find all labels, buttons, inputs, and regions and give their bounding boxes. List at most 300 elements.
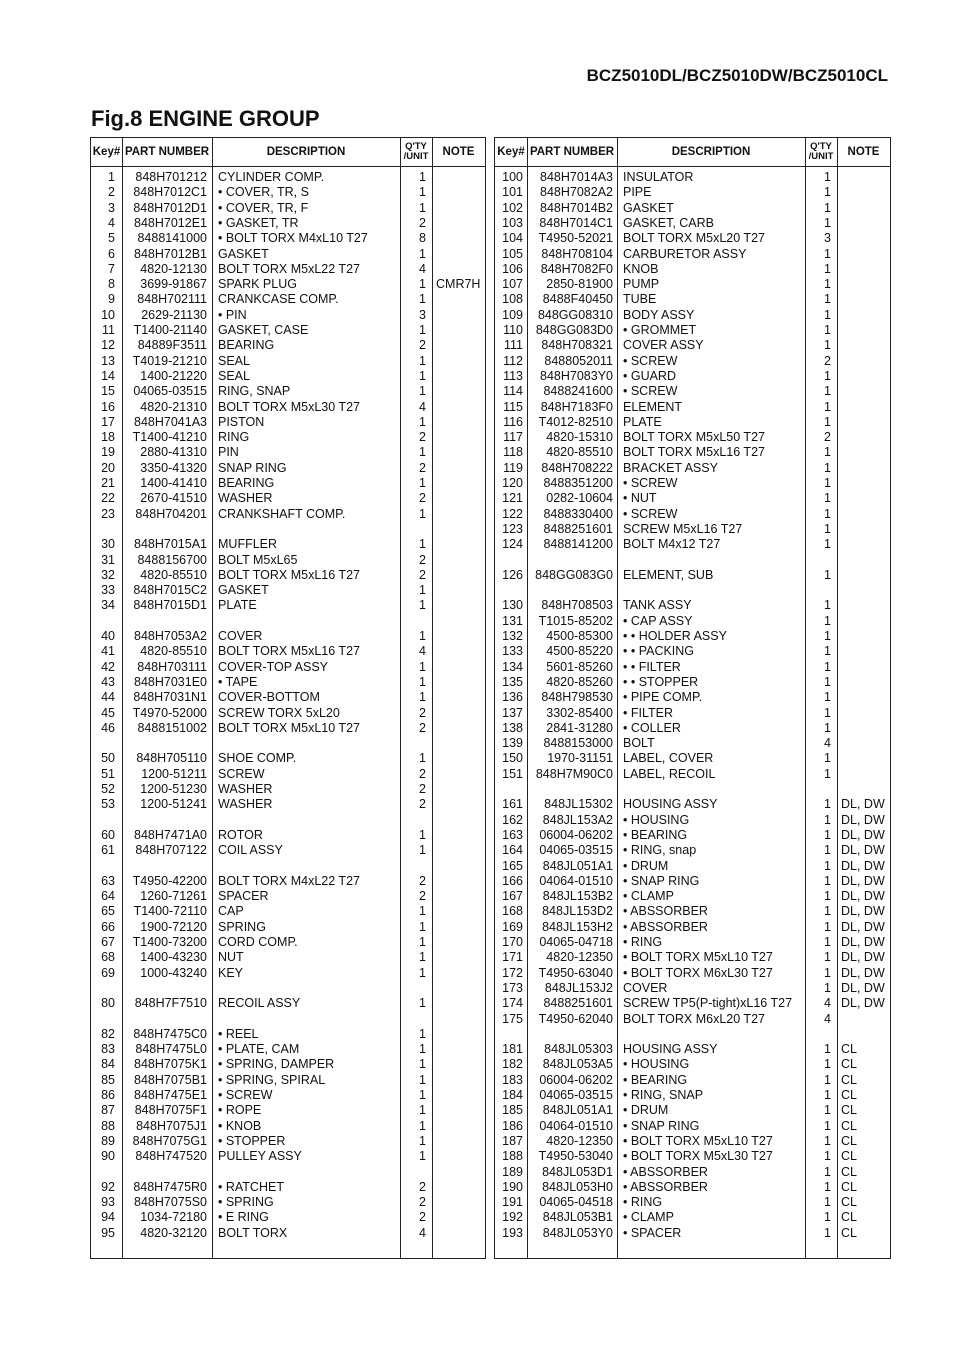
table-row bbox=[91, 507, 485, 522]
table-row bbox=[495, 767, 890, 782]
part-number: T4950-42200 bbox=[132, 873, 207, 888]
part-note: DL, DW bbox=[841, 812, 885, 827]
part-number: 4500-85220 bbox=[546, 644, 613, 659]
part-key: 118 bbox=[503, 445, 523, 460]
part-key: 45 bbox=[101, 705, 115, 720]
part-description: BOLT TORX M5xL16 T27 bbox=[623, 445, 765, 460]
part-number: 4820-85510 bbox=[546, 445, 613, 460]
part-quantity: 1 bbox=[419, 277, 426, 292]
part-number: 04065-03515 bbox=[133, 384, 207, 399]
part-key: 182 bbox=[502, 1057, 523, 1072]
table-row bbox=[495, 277, 890, 292]
part-number: 848H7015D1 bbox=[133, 598, 207, 613]
part-description: • BEARING bbox=[623, 1072, 688, 1087]
part-number: 848JL053H0 bbox=[542, 1179, 613, 1194]
part-number: T1400-73200 bbox=[132, 935, 207, 949]
part-quantity: 1 bbox=[419, 690, 426, 705]
part-key: 166 bbox=[502, 873, 523, 888]
part-key: 191 bbox=[502, 1195, 523, 1210]
part-description: SCREW M5xL16 T27 bbox=[623, 521, 743, 536]
part-quantity: 2 bbox=[419, 552, 426, 567]
part-description: CORD COMP. bbox=[218, 935, 298, 949]
part-description: PUMP bbox=[623, 277, 660, 292]
part-number: 8488052011 bbox=[544, 353, 613, 368]
part-note: CL bbox=[841, 1042, 857, 1057]
part-key: 94 bbox=[101, 1210, 115, 1225]
part-quantity: 1 bbox=[419, 292, 426, 307]
part-description: • SPACER bbox=[623, 1225, 682, 1240]
part-number: 848JL153B2 bbox=[542, 889, 613, 904]
part-number: 848JL15302 bbox=[544, 797, 613, 812]
part-description: SHOE COMP. bbox=[218, 751, 297, 766]
table-row bbox=[91, 598, 485, 613]
part-description: • GROMMET bbox=[623, 323, 697, 337]
part-number: 848H7041A3 bbox=[134, 414, 207, 429]
part-number: 4820-85510 bbox=[140, 644, 207, 659]
part-number: 848H7031N1 bbox=[133, 690, 207, 705]
table-row bbox=[495, 736, 890, 751]
part-note: DL, DW bbox=[841, 980, 885, 995]
part-number: 8488141200 bbox=[543, 537, 613, 552]
part-description: SCREW TP5(P-tight)xL16 T27 bbox=[623, 996, 793, 1011]
part-key: 190 bbox=[502, 1179, 523, 1194]
table-row bbox=[91, 1210, 485, 1225]
table-row bbox=[495, 981, 890, 996]
part-quantity: 1 bbox=[419, 827, 426, 842]
table-row bbox=[495, 201, 890, 216]
table-row bbox=[495, 966, 890, 981]
part-note: CL bbox=[841, 1057, 857, 1072]
part-description: BOLT TORX M5xL16 T27 bbox=[218, 644, 360, 659]
part-description: TUBE bbox=[623, 292, 657, 307]
table-row bbox=[495, 461, 890, 476]
part-quantity: 2 bbox=[419, 460, 426, 475]
part-description: • RING bbox=[623, 1195, 663, 1210]
table-row bbox=[495, 170, 890, 185]
table-row bbox=[91, 323, 485, 338]
table-row bbox=[91, 706, 485, 721]
part-number: 848H7012D1 bbox=[133, 200, 207, 215]
part-key: 181 bbox=[502, 1042, 523, 1057]
part-description: • PIPE COMP. bbox=[623, 690, 703, 705]
part-key: 101 bbox=[502, 185, 523, 200]
table-row bbox=[91, 430, 485, 445]
part-key: 138 bbox=[502, 720, 523, 735]
part-key: 86 bbox=[101, 1088, 115, 1102]
part-number: 04064-01510 bbox=[539, 1118, 613, 1133]
part-key: 34 bbox=[101, 598, 115, 613]
part-note: CL bbox=[841, 1164, 857, 1179]
part-key: 30 bbox=[101, 537, 115, 552]
part-quantity: 1 bbox=[419, 476, 426, 490]
part-key: 161 bbox=[502, 797, 523, 812]
part-quantity: 2 bbox=[419, 338, 426, 353]
part-quantity: 1 bbox=[824, 537, 831, 552]
part-number: 4820-12350 bbox=[546, 1133, 613, 1148]
part-description: ELEMENT, SUB bbox=[623, 567, 714, 582]
part-number: 848H708321 bbox=[541, 338, 613, 353]
part-quantity: 4 bbox=[824, 996, 831, 1011]
part-quantity: 1 bbox=[824, 766, 831, 781]
part-note: DL, DW bbox=[841, 858, 885, 873]
table-row bbox=[495, 675, 890, 690]
part-description: COVER bbox=[218, 629, 263, 643]
part-number: T4950-63040 bbox=[538, 965, 613, 980]
table-row bbox=[91, 751, 485, 766]
part-number: 4820-85260 bbox=[546, 674, 613, 689]
part-number: 1034-72180 bbox=[140, 1210, 207, 1225]
table-row bbox=[495, 430, 890, 445]
col-header-note: NOTE bbox=[442, 146, 475, 158]
part-quantity: 4 bbox=[824, 736, 831, 751]
part-key: 89 bbox=[101, 1133, 115, 1148]
part-number: 848H7075S0 bbox=[134, 1195, 207, 1210]
table-row bbox=[91, 690, 485, 705]
part-description: BODY ASSY bbox=[623, 307, 695, 322]
table-row bbox=[91, 583, 485, 598]
part-key: 187 bbox=[502, 1133, 523, 1148]
part-key: 4 bbox=[108, 215, 115, 230]
part-quantity: 1 bbox=[824, 292, 831, 307]
part-note: DL, DW bbox=[841, 904, 885, 919]
part-description: WASHER bbox=[218, 491, 273, 506]
part-description: COVER ASSY bbox=[623, 338, 704, 353]
part-quantity: 1 bbox=[824, 1133, 831, 1148]
part-key: 42 bbox=[101, 659, 115, 674]
part-quantity: 1 bbox=[419, 1026, 426, 1041]
part-note: CL bbox=[841, 1072, 857, 1087]
part-number: 5601-85260 bbox=[546, 659, 613, 674]
col-header-note: NOTE bbox=[847, 146, 880, 158]
part-quantity: 1 bbox=[824, 1225, 831, 1240]
part-key: 12 bbox=[101, 338, 115, 353]
part-key: 131 bbox=[502, 613, 523, 628]
part-description: BOLT TORX M5xL16 T27 bbox=[218, 567, 360, 582]
part-description: • SCREW bbox=[218, 1088, 273, 1102]
part-quantity: 1 bbox=[419, 965, 426, 980]
part-description: • • FILTER bbox=[623, 659, 681, 674]
part-note: CL bbox=[841, 1118, 857, 1133]
table-row bbox=[91, 1027, 485, 1042]
part-quantity: 1 bbox=[419, 935, 426, 949]
table-row bbox=[495, 690, 890, 705]
part-number: 848H7014A3 bbox=[540, 170, 613, 184]
part-key: 124 bbox=[502, 537, 523, 552]
table-row bbox=[91, 889, 485, 904]
parts-table-left bbox=[90, 137, 486, 1259]
part-number: 3350-41320 bbox=[140, 460, 207, 475]
figure-title: Fig.8 ENGINE GROUP bbox=[91, 106, 320, 131]
part-description: • ROPE bbox=[218, 1103, 262, 1118]
part-number: 8488330400 bbox=[543, 506, 613, 521]
part-quantity: 2 bbox=[419, 430, 426, 445]
table-row bbox=[91, 843, 485, 858]
part-key: 169 bbox=[502, 919, 523, 934]
part-key: 6 bbox=[108, 246, 115, 261]
part-number: 2880-41310 bbox=[140, 445, 207, 460]
part-quantity: 1 bbox=[419, 323, 426, 337]
part-number: 848H747520 bbox=[135, 1149, 207, 1164]
part-key: 52 bbox=[101, 782, 115, 796]
part-key: 44 bbox=[101, 690, 115, 705]
part-description: PLATE bbox=[623, 414, 662, 429]
part-key: 8 bbox=[108, 277, 115, 292]
part-quantity: 1 bbox=[419, 1057, 426, 1072]
part-key: 82 bbox=[101, 1026, 115, 1041]
part-quantity: 1 bbox=[419, 185, 426, 200]
part-number: 848H7075J1 bbox=[136, 1118, 207, 1133]
part-quantity: 4 bbox=[419, 261, 426, 276]
part-quantity: 1 bbox=[824, 797, 831, 812]
part-number: 848H708503 bbox=[541, 598, 613, 613]
part-number: 04064-01510 bbox=[539, 873, 613, 888]
part-key: 108 bbox=[502, 292, 523, 307]
part-number: 06004-06202 bbox=[539, 1072, 613, 1087]
table-row bbox=[91, 996, 485, 1011]
col-header-key: Key# bbox=[92, 146, 121, 158]
table-row bbox=[91, 1149, 485, 1164]
part-key: 80 bbox=[101, 996, 115, 1011]
part-description: BOLT TORX M5xL20 T27 bbox=[623, 231, 765, 246]
part-key: 123 bbox=[502, 521, 523, 536]
table-row bbox=[91, 491, 485, 506]
part-key: 150 bbox=[502, 751, 523, 766]
table-row bbox=[495, 400, 890, 415]
part-number: 4820-12350 bbox=[546, 950, 613, 965]
table-row bbox=[91, 537, 485, 552]
part-description: • GUARD bbox=[623, 368, 676, 383]
part-description: HOUSING ASSY bbox=[623, 797, 718, 812]
part-number: T1400-21140 bbox=[133, 323, 207, 337]
table-row bbox=[495, 660, 890, 675]
part-key: 11 bbox=[102, 323, 115, 337]
part-key: 7 bbox=[108, 261, 115, 276]
part-number: 3699-91867 bbox=[140, 277, 207, 292]
part-key: 173 bbox=[502, 980, 523, 995]
part-note: CL bbox=[841, 1103, 857, 1118]
part-quantity: 1 bbox=[824, 261, 831, 276]
part-quantity: 1 bbox=[824, 185, 831, 200]
part-description: CARBURETOR ASSY bbox=[623, 246, 747, 261]
table-row bbox=[495, 338, 890, 353]
part-quantity: 1 bbox=[419, 414, 426, 429]
part-description: • SNAP RING bbox=[623, 1118, 700, 1133]
part-key: 17 bbox=[101, 414, 115, 429]
part-description: • ABSSORBER bbox=[623, 1164, 708, 1179]
part-description: ELEMENT bbox=[623, 399, 683, 414]
table-row bbox=[91, 369, 485, 384]
table-row bbox=[495, 323, 890, 338]
part-description: • BOLT TORX M5xL30 T27 bbox=[623, 1149, 773, 1164]
part-description: KNOB bbox=[623, 261, 659, 276]
table-row bbox=[495, 614, 890, 629]
part-description: • RING, snap bbox=[623, 843, 697, 858]
part-description: BEARING bbox=[218, 476, 275, 490]
part-key: 31 bbox=[101, 552, 115, 567]
part-description: CAP bbox=[218, 904, 244, 919]
part-key: 151 bbox=[502, 766, 523, 781]
part-description: CRANKSHAFT COMP. bbox=[218, 506, 346, 521]
part-key: 188 bbox=[502, 1149, 523, 1164]
table-row bbox=[91, 185, 485, 200]
part-number: 8488241600 bbox=[543, 384, 613, 399]
part-note: CL bbox=[841, 1195, 857, 1210]
part-key: 23 bbox=[101, 506, 115, 521]
part-description: COVER-TOP ASSY bbox=[218, 659, 328, 674]
part-description: • • HOLDER ASSY bbox=[623, 629, 727, 643]
part-description: BOLT M4x12 T27 bbox=[623, 537, 721, 552]
part-description: SEAL bbox=[218, 353, 250, 368]
part-quantity: 1 bbox=[824, 567, 831, 582]
part-quantity: 1 bbox=[824, 919, 831, 934]
table-row bbox=[91, 904, 485, 919]
table-row bbox=[495, 1149, 890, 1164]
part-number: 848GG08310 bbox=[537, 307, 613, 322]
part-description: • DRUM bbox=[623, 1103, 669, 1118]
part-description: • ABSSORBER bbox=[623, 1179, 708, 1194]
part-description: HOUSING ASSY bbox=[623, 1042, 718, 1057]
part-quantity: 1 bbox=[419, 751, 426, 766]
part-description: • KNOB bbox=[218, 1118, 262, 1133]
table-row bbox=[91, 1226, 485, 1241]
table-row bbox=[91, 874, 485, 889]
table-row bbox=[91, 292, 485, 307]
part-quantity: 1 bbox=[824, 414, 831, 429]
part-number: 848H7031E0 bbox=[134, 674, 207, 689]
part-number: 848H7471A0 bbox=[134, 827, 207, 842]
part-number: 4500-85300 bbox=[546, 629, 613, 643]
table-row bbox=[91, 1134, 485, 1149]
part-description: PISTON bbox=[218, 414, 265, 429]
part-key: 172 bbox=[502, 965, 523, 980]
table-row bbox=[495, 1012, 890, 1027]
part-quantity: 1 bbox=[824, 200, 831, 215]
part-description: • REEL bbox=[218, 1026, 259, 1041]
part-number: 848H703111 bbox=[137, 659, 207, 674]
part-number: 848H7053A2 bbox=[134, 629, 207, 643]
part-quantity: 1 bbox=[824, 460, 831, 475]
part-quantity: 1 bbox=[824, 843, 831, 858]
part-key: 84 bbox=[101, 1057, 115, 1072]
col-header-qty bbox=[805, 138, 837, 166]
part-description: GASKET, CARB bbox=[623, 215, 714, 230]
part-number: 8488151002 bbox=[137, 720, 207, 735]
part-number: 1970-31151 bbox=[547, 751, 613, 766]
table-row bbox=[91, 629, 485, 644]
part-description: SCREW bbox=[218, 766, 265, 781]
part-description: RING, SNAP bbox=[218, 384, 291, 399]
table-row bbox=[91, 308, 485, 323]
part-number: 04065-03515 bbox=[539, 1088, 613, 1102]
part-quantity: 1 bbox=[419, 1072, 426, 1087]
table-row bbox=[91, 1088, 485, 1103]
table-row bbox=[91, 675, 485, 690]
part-number: 848H7012E1 bbox=[134, 215, 207, 230]
table-row bbox=[91, 231, 485, 246]
part-quantity: 2 bbox=[419, 705, 426, 720]
part-quantity: 1 bbox=[419, 537, 426, 552]
part-description: BOLT TORX bbox=[218, 1225, 288, 1240]
part-quantity: 2 bbox=[419, 1179, 426, 1194]
part-key: 50 bbox=[101, 751, 115, 766]
part-quantity: 2 bbox=[419, 797, 426, 812]
part-quantity: 1 bbox=[824, 659, 831, 674]
part-quantity: 1 bbox=[824, 307, 831, 322]
part-quantity: 1 bbox=[419, 674, 426, 689]
part-note: DL, DW bbox=[841, 889, 885, 904]
part-quantity: 1 bbox=[419, 445, 426, 460]
part-quantity: 1 bbox=[824, 277, 831, 292]
part-number: 848JL053Y0 bbox=[542, 1225, 613, 1240]
part-description: BOLT TORX M5xL30 T27 bbox=[218, 399, 360, 414]
part-key: 102 bbox=[502, 200, 523, 215]
part-key: 113 bbox=[503, 368, 523, 383]
part-quantity: 1 bbox=[824, 965, 831, 980]
part-number: 848H7012B1 bbox=[134, 246, 207, 261]
col-header-part-number: PART NUMBER bbox=[124, 146, 210, 158]
part-key: 92 bbox=[101, 1179, 115, 1194]
part-quantity: 1 bbox=[824, 629, 831, 643]
part-number: T4950-52021 bbox=[538, 231, 613, 246]
part-number: 4820-12130 bbox=[140, 261, 207, 276]
table-row bbox=[495, 904, 890, 919]
part-quantity: 1 bbox=[824, 1103, 831, 1118]
part-description: PULLEY ASSY bbox=[218, 1149, 302, 1164]
part-quantity: 1 bbox=[419, 904, 426, 919]
part-key: 135 bbox=[502, 674, 523, 689]
table-row bbox=[495, 751, 890, 766]
part-note: CL bbox=[841, 1225, 857, 1240]
part-quantity: 4 bbox=[419, 399, 426, 414]
part-quantity: 1 bbox=[824, 368, 831, 383]
part-key: 5 bbox=[108, 231, 115, 246]
part-description: BEARING bbox=[218, 338, 275, 353]
part-description: SNAP RING bbox=[218, 460, 287, 475]
part-quantity: 1 bbox=[419, 950, 426, 965]
part-key: 163 bbox=[502, 827, 523, 842]
table-row bbox=[91, 782, 485, 797]
table-row bbox=[91, 415, 485, 430]
table-row bbox=[91, 170, 485, 185]
part-quantity: 1 bbox=[824, 521, 831, 536]
part-quantity: 2 bbox=[419, 889, 426, 904]
col-header-qty bbox=[400, 138, 432, 166]
part-note: DL, DW bbox=[841, 950, 885, 965]
table-row bbox=[91, 445, 485, 460]
part-key: 1 bbox=[108, 170, 115, 184]
table-row bbox=[91, 262, 485, 277]
part-description: • STOPPER bbox=[218, 1133, 286, 1148]
part-quantity: 1 bbox=[824, 215, 831, 230]
table-row bbox=[495, 889, 890, 904]
table-row bbox=[91, 767, 485, 782]
part-quantity: 1 bbox=[419, 506, 426, 521]
table-row bbox=[495, 797, 890, 812]
part-note: CL bbox=[841, 1179, 857, 1194]
part-key: 168 bbox=[502, 904, 523, 919]
part-number: 848JL053D1 bbox=[542, 1164, 613, 1179]
part-key: 18 bbox=[101, 430, 115, 445]
part-description: • BOLT TORX M5xL10 T27 bbox=[623, 950, 773, 965]
part-quantity: 1 bbox=[824, 1088, 831, 1102]
part-key: 32 bbox=[101, 567, 115, 582]
part-key: 20 bbox=[101, 460, 115, 475]
part-description: BOLT bbox=[623, 736, 655, 751]
table-row bbox=[495, 721, 890, 736]
part-quantity: 2 bbox=[419, 567, 426, 582]
part-number: T4012-82510 bbox=[538, 414, 613, 429]
table-row bbox=[91, 277, 485, 292]
